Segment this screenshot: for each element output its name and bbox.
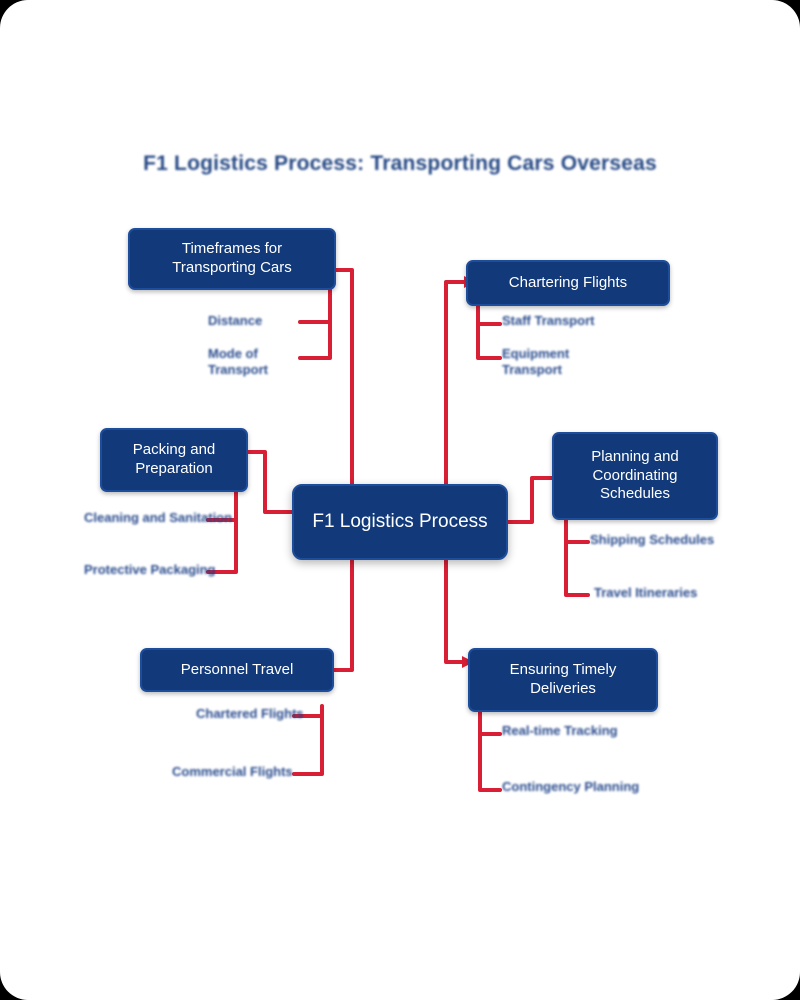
node-center[interactable] <box>292 484 508 560</box>
node-personnel-travel[interactable] <box>140 648 334 692</box>
subitem-commercial-flights: Commercial Flights <box>172 764 293 779</box>
subitem-shipping-schedules: Shipping Schedules <box>590 532 715 547</box>
page-title: F1 Logistics Process: Transporting Cars Overseas <box>143 152 657 175</box>
subitem-distance: Distance <box>208 313 263 328</box>
node-timely-deliveries-label: Ensuring Timely Deliveries <box>509 661 617 697</box>
subitem-contingency-planning: Contingency Planning <box>502 779 640 794</box>
subitem-equipment-transport: Equipment Transport <box>502 346 570 378</box>
node-personnel-travel-label: Personnel Travel <box>180 660 294 678</box>
node-packing-preparation[interactable] <box>100 428 248 492</box>
subitem-chartered-flights: Chartered Flights <box>196 706 304 721</box>
node-planning-coordinating-label: Planning and Coordinating Schedules <box>591 447 679 503</box>
subitem-cleaning-sanitation: Cleaning and Sanitation <box>84 510 233 525</box>
subitem-staff-transport: Staff Transport <box>502 313 595 328</box>
subitem-real-time-tracking: Real-time Tracking <box>502 723 618 738</box>
subitem-travel-itineraries: Travel Itineraries <box>594 585 698 600</box>
node-timeframes-label: Timeframes for Transporting Cars <box>172 240 292 276</box>
node-planning-coordinating[interactable] <box>552 432 718 520</box>
node-chartering-flights[interactable] <box>466 260 670 306</box>
subitem-protective-packaging: Protective Packaging <box>84 562 216 577</box>
subitem-mode-of-transport: Mode of Transport <box>208 346 268 378</box>
node-timeframes[interactable] <box>128 228 336 290</box>
node-chartering-flights-label: Chartering Flights <box>508 273 628 291</box>
node-packing-preparation-label: Packing and Preparation <box>132 441 216 477</box>
node-center-label: F1 Logistics Process <box>312 511 488 533</box>
node-timely-deliveries[interactable] <box>468 648 658 712</box>
